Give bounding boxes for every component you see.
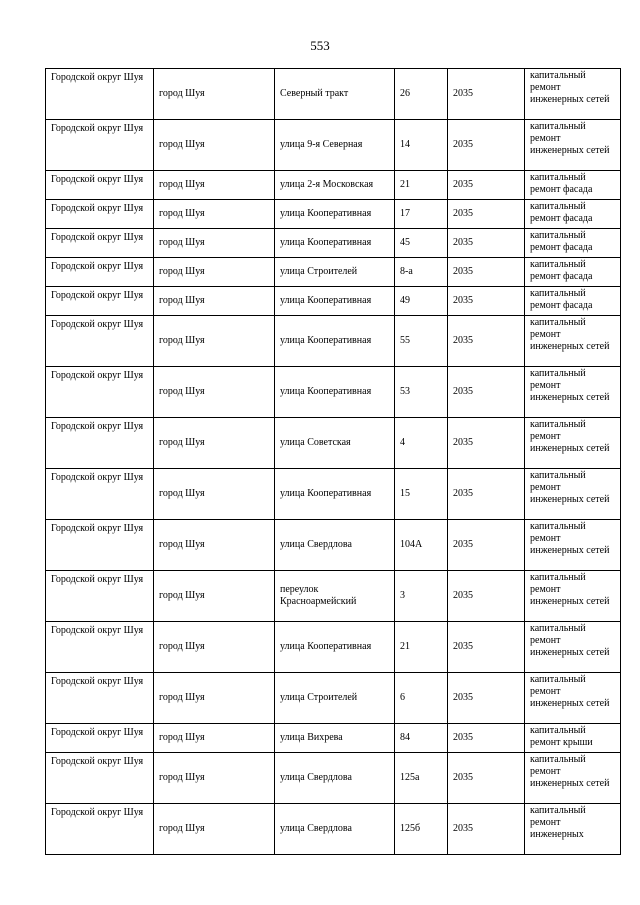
cell-city: город Шуя	[154, 69, 275, 120]
cell-work-type: капитальный ремонт крыши	[525, 724, 621, 753]
cell-street: улица Свердлова	[275, 520, 395, 571]
cell-year: 2035	[448, 316, 525, 367]
cell-city: город Шуя	[154, 571, 275, 622]
cell-okrug: Городской округ Шуя	[46, 673, 154, 724]
cell-city: город Шуя	[154, 316, 275, 367]
cell-city: город Шуя	[154, 367, 275, 418]
cell-city: город Шуя	[154, 622, 275, 673]
cell-year: 2035	[448, 622, 525, 673]
cell-year: 2035	[448, 120, 525, 171]
cell-house: 14	[395, 120, 448, 171]
cell-house: 6	[395, 673, 448, 724]
cell-year: 2035	[448, 258, 525, 287]
cell-city: город Шуя	[154, 229, 275, 258]
table-row	[46, 753, 621, 804]
table-row	[46, 316, 621, 367]
cell-street: улица Вихрева	[275, 724, 395, 753]
table-row	[46, 287, 621, 316]
cell-okrug: Городской округ Шуя	[46, 753, 154, 804]
cell-okrug: Городской округ Шуя	[46, 229, 154, 258]
cell-house: 84	[395, 724, 448, 753]
cell-okrug: Городской округ Шуя	[46, 804, 154, 855]
cell-street: переулок Красноармейский	[275, 571, 395, 622]
cell-city: город Шуя	[154, 520, 275, 571]
cell-year: 2035	[448, 200, 525, 229]
cell-work-type: капитальный ремонт инженерных сетей	[525, 571, 621, 622]
cell-house: 26	[395, 69, 448, 120]
cell-okrug: Городской округ Шуя	[46, 287, 154, 316]
cell-okrug: Городской округ Шуя	[46, 571, 154, 622]
cell-okrug: Городской округ Шуя	[46, 520, 154, 571]
cell-work-type: капитальный ремонт инженерных сетей	[525, 69, 621, 120]
cell-house: 49	[395, 287, 448, 316]
repair-schedule-table	[45, 68, 621, 855]
table-row	[46, 673, 621, 724]
table-row	[46, 520, 621, 571]
cell-year: 2035	[448, 724, 525, 753]
cell-city: город Шуя	[154, 753, 275, 804]
cell-street: Северный тракт	[275, 69, 395, 120]
cell-okrug: Городской округ Шуя	[46, 120, 154, 171]
cell-house: 21	[395, 171, 448, 200]
cell-year: 2035	[448, 753, 525, 804]
cell-year: 2035	[448, 69, 525, 120]
table-row	[46, 120, 621, 171]
cell-year: 2035	[448, 229, 525, 258]
cell-work-type: капитальный ремонт инженерных сетей	[525, 622, 621, 673]
cell-year: 2035	[448, 520, 525, 571]
cell-house: 104А	[395, 520, 448, 571]
cell-house: 17	[395, 200, 448, 229]
table-row	[46, 418, 621, 469]
cell-street: улица 9-я Северная	[275, 120, 395, 171]
cell-work-type: капитальный ремонт инженерных сетей	[525, 120, 621, 171]
cell-work-type: капитальный ремонт фасада	[525, 287, 621, 316]
cell-work-type: капитальный ремонт инженерных сетей	[525, 469, 621, 520]
cell-okrug: Городской округ Шуя	[46, 724, 154, 753]
cell-street: улица Строителей	[275, 673, 395, 724]
cell-city: город Шуя	[154, 469, 275, 520]
table-row	[46, 69, 621, 120]
cell-work-type: капитальный ремонт фасада	[525, 200, 621, 229]
cell-work-type: капитальный ремонт фасада	[525, 171, 621, 200]
cell-work-type: капитальный ремонт инженерных сетей	[525, 753, 621, 804]
cell-street: улица Кооперативная	[275, 367, 395, 418]
cell-work-type: капитальный ремонт инженерных сетей	[525, 418, 621, 469]
cell-city: город Шуя	[154, 418, 275, 469]
cell-house: 53	[395, 367, 448, 418]
cell-street: улица Кооперативная	[275, 469, 395, 520]
table-row	[46, 258, 621, 287]
cell-city: город Шуя	[154, 804, 275, 855]
cell-okrug: Городской округ Шуя	[46, 367, 154, 418]
cell-year: 2035	[448, 287, 525, 316]
table-row	[46, 171, 621, 200]
cell-city: город Шуя	[154, 171, 275, 200]
cell-city: город Шуя	[154, 258, 275, 287]
cell-street: улица Кооперативная	[275, 200, 395, 229]
table-row	[46, 229, 621, 258]
cell-okrug: Городской округ Шуя	[46, 316, 154, 367]
cell-house: 55	[395, 316, 448, 367]
table-row	[46, 622, 621, 673]
cell-street: улица Свердлова	[275, 753, 395, 804]
cell-okrug: Городской округ Шуя	[46, 258, 154, 287]
cell-year: 2035	[448, 673, 525, 724]
cell-city: город Шуя	[154, 673, 275, 724]
table-row	[46, 367, 621, 418]
cell-city: город Шуя	[154, 724, 275, 753]
cell-street: улица 2-я Московская	[275, 171, 395, 200]
cell-house: 3	[395, 571, 448, 622]
cell-work-type: капитальный ремонт инженерных сетей	[525, 316, 621, 367]
table-row	[46, 804, 621, 855]
cell-house: 125а	[395, 753, 448, 804]
cell-work-type: капитальный ремонт инженерных	[525, 804, 621, 855]
table-body	[46, 69, 621, 855]
cell-street: улица Советская	[275, 418, 395, 469]
cell-work-type: капитальный ремонт фасада	[525, 229, 621, 258]
cell-year: 2035	[448, 367, 525, 418]
cell-house: 21	[395, 622, 448, 673]
cell-house: 8-а	[395, 258, 448, 287]
cell-okrug: Городской округ Шуя	[46, 469, 154, 520]
table-row	[46, 200, 621, 229]
table-row	[46, 724, 621, 753]
cell-okrug: Городской округ Шуя	[46, 69, 154, 120]
cell-city: город Шуя	[154, 287, 275, 316]
cell-house: 125б	[395, 804, 448, 855]
cell-street: улица Кооперативная	[275, 316, 395, 367]
cell-work-type: капитальный ремонт инженерных сетей	[525, 673, 621, 724]
cell-year: 2035	[448, 418, 525, 469]
table-row	[46, 469, 621, 520]
cell-work-type: капитальный ремонт инженерных сетей	[525, 520, 621, 571]
cell-work-type: капитальный ремонт фасада	[525, 258, 621, 287]
cell-year: 2035	[448, 804, 525, 855]
cell-city: город Шуя	[154, 120, 275, 171]
cell-street: улица Кооперативная	[275, 622, 395, 673]
cell-house: 45	[395, 229, 448, 258]
cell-year: 2035	[448, 571, 525, 622]
cell-house: 15	[395, 469, 448, 520]
cell-year: 2035	[448, 171, 525, 200]
cell-work-type: капитальный ремонт инженерных сетей	[525, 367, 621, 418]
cell-street: улица Кооперативная	[275, 287, 395, 316]
cell-year: 2035	[448, 469, 525, 520]
cell-street: улица Свердлова	[275, 804, 395, 855]
cell-city: город Шуя	[154, 200, 275, 229]
page-number: 553	[310, 38, 330, 53]
cell-okrug: Городской округ Шуя	[46, 200, 154, 229]
cell-house: 4	[395, 418, 448, 469]
table-row	[46, 571, 621, 622]
cell-okrug: Городской округ Шуя	[46, 622, 154, 673]
cell-street: улица Строителей	[275, 258, 395, 287]
cell-okrug: Городской округ Шуя	[46, 418, 154, 469]
cell-street: улица Кооперативная	[275, 229, 395, 258]
cell-okrug: Городской округ Шуя	[46, 171, 154, 200]
